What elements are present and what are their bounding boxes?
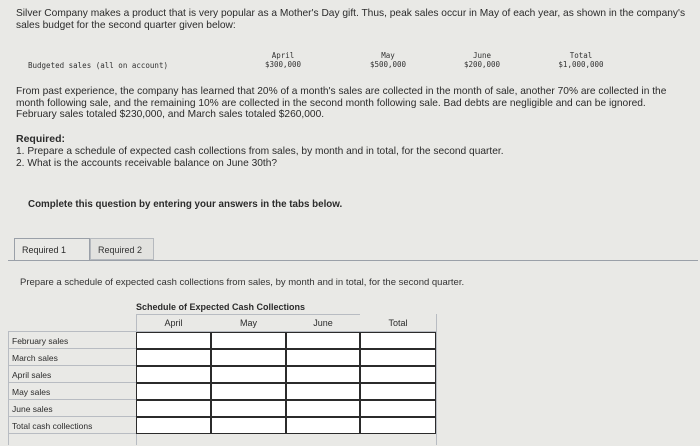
tab-required-2[interactable]: Required 2 [90, 238, 154, 260]
input-jun-total[interactable] [360, 400, 436, 417]
input-feb-april[interactable] [136, 332, 211, 349]
input-may-total[interactable] [360, 383, 436, 400]
input-total-april[interactable] [136, 417, 211, 434]
input-may-april[interactable] [136, 383, 211, 400]
input-mar-june[interactable] [286, 349, 360, 366]
problem-intro: Silver Company makes a product that is very popular as a Mother's Day gift. Thus, peak sales occur in May of each year, as shown in the company's sales budget for the second quarter given below: [16, 8, 686, 31]
input-apr-april[interactable] [136, 366, 211, 383]
row-label-march: March sales [12, 353, 58, 363]
input-apr-may[interactable] [211, 366, 286, 383]
required-item: 2. What is the accounts receivable balance on June 30th? [16, 157, 278, 169]
row-label-april: April sales [12, 370, 52, 380]
required-item: 1. Prepare a schedule of expected cash collections from sales, by month and in total, for the second quarter. [16, 146, 504, 157]
required-list [16, 146, 676, 169]
input-total-may[interactable] [211, 417, 286, 434]
input-mar-april[interactable] [136, 349, 211, 366]
collection-pattern-paragraph: From past experience, the company has learned that 20% of a month's sales are collected in the month of sale, another 70% are collected in the month following sale, and the remaining 10% are collected in the second month following sale. Bad debts are negligible and can be ignored. February sales totaled $230,000, and March sales totaled $260,000. [16, 86, 667, 120]
schedule-title-rule [136, 314, 360, 315]
required-heading: Required: [16, 133, 66, 145]
budget-amount: $200,000 [463, 60, 501, 69]
input-mar-may[interactable] [211, 349, 286, 366]
prepare-instruction: Prepare a schedule of expected cash collections from sales, by month and in total, for the second quarter. [20, 277, 465, 288]
complete-instruction: Complete this question by entering your answers in the tabs below. [28, 199, 343, 210]
row-label-june: June sales [12, 404, 53, 414]
row-label-total: Total cash collections [12, 421, 93, 431]
row-label-may: May sales [12, 387, 51, 397]
col-header-april: April [164, 318, 183, 328]
col-header-total: Total [388, 318, 408, 328]
input-mar-total[interactable] [360, 349, 436, 366]
budget-month: Total [569, 51, 593, 60]
input-jun-june[interactable] [286, 400, 360, 417]
input-total-june[interactable] [286, 417, 360, 434]
input-total-total[interactable] [360, 417, 436, 434]
budget-month: June [472, 51, 492, 60]
budget-col-may [348, 51, 428, 69]
budget-col-april [243, 51, 323, 69]
budget-label: Budgeted sales (all on account) [28, 61, 168, 70]
budget-month: April [271, 51, 295, 60]
col-header-june: June [313, 318, 333, 328]
input-feb-total[interactable] [360, 332, 436, 349]
row-label-february: February sales [12, 336, 69, 346]
input-feb-may[interactable] [211, 332, 286, 349]
input-jun-may[interactable] [211, 400, 286, 417]
input-feb-june[interactable] [286, 332, 360, 349]
budget-table [0, 50, 700, 80]
input-apr-total[interactable] [360, 366, 436, 383]
col-header-may: May [239, 318, 257, 328]
input-may-june[interactable] [286, 383, 360, 400]
input-jun-april[interactable] [136, 400, 211, 417]
tab-required-1[interactable]: Required 1 [14, 238, 90, 260]
budget-col-total [541, 51, 621, 69]
budget-amount: $500,000 [369, 60, 407, 69]
budget-month: May [381, 51, 395, 60]
input-apr-june[interactable] [286, 366, 360, 383]
table-right-rule [436, 314, 437, 445]
budget-amount: $1,000,000 [558, 60, 604, 69]
input-may-may[interactable] [211, 383, 286, 400]
schedule-title: Schedule of Expected Cash Collections [136, 302, 306, 312]
budget-col-june [442, 51, 522, 69]
budget-amount: $300,000 [264, 60, 302, 69]
